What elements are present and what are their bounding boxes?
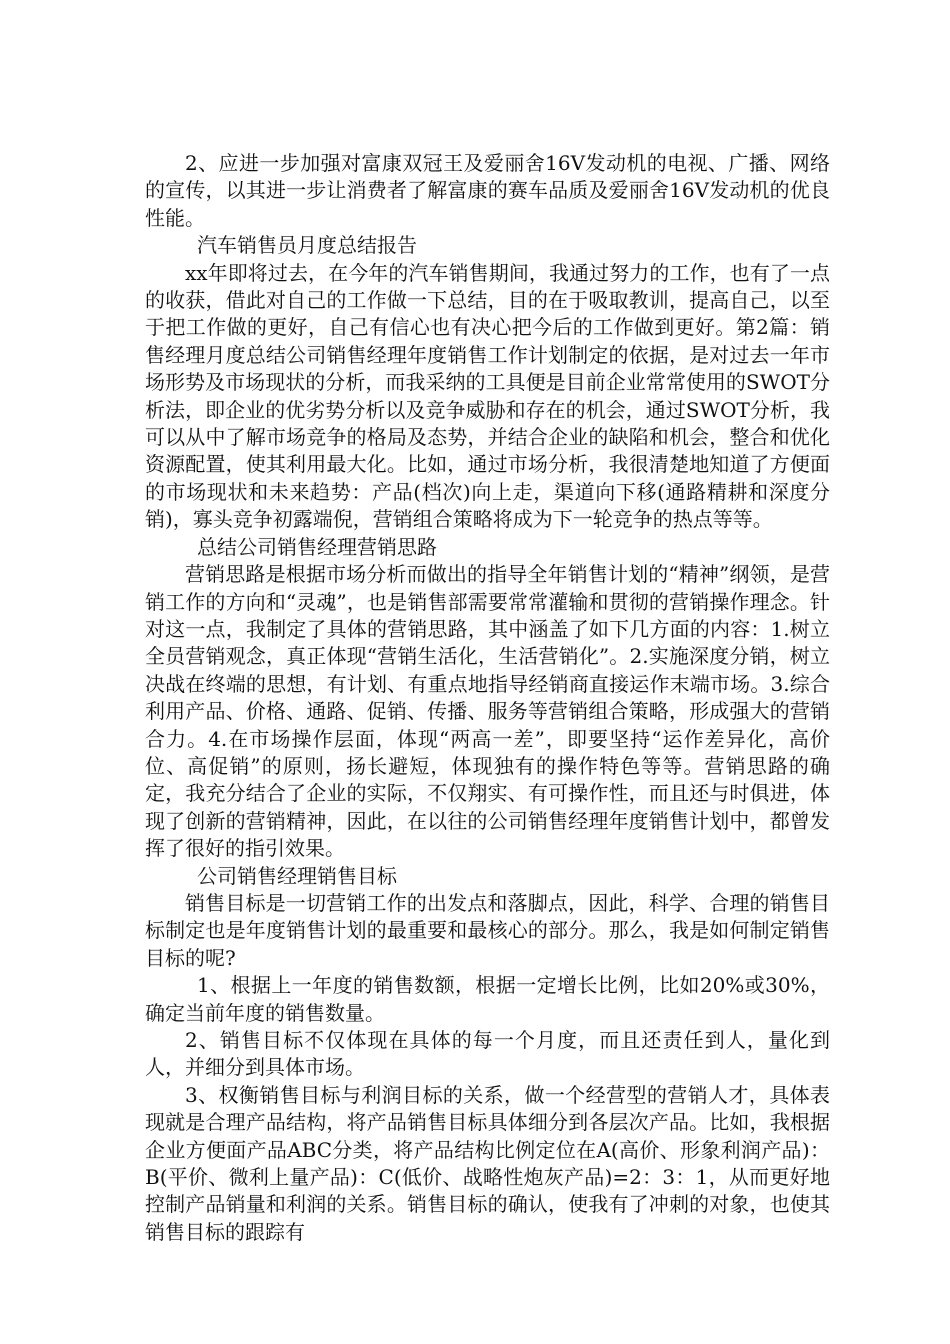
paragraph-sales-target-intro: 销售目标是一切营销工作的出发点和落脚点，因此，科学、合理的销售目标制定也是年度销售计划的最重要和最核心的部分。那么，我是如何制定销售目标的呢? <box>145 890 830 970</box>
paragraph-target-item-3: 3、权衡销售目标与利润目标的关系，做一个经营型的营销人才，具体表现就是合理产品结构，将产品销售目标具体细分到各层次产品。比如，我根据企业方便面产品ABC分类，将产品结构比例定位在A(高价、形象利润产品)：B(平价、微利上量产品)：C(低价、战略性炮灰产品)=2：3：1，从而更好地控制产品销量和利润的关系。销售目标的确认，使我有了冲刺的对象，也使其销售目标的跟踪有 <box>145 1082 830 1244</box>
heading-monthly-report: 汽车销售员月度总结报告 <box>197 233 417 258</box>
heading-sales-target: 公司销售经理销售目标 <box>197 863 397 888</box>
paragraph-target-item-2: 2、销售目标不仅体现在具体的每一个月度，而且还责任到人，量化到人，并细分到具体市场。 <box>145 1028 830 1080</box>
paragraph-year-summary: xx年即将过去，在今年的汽车销售期间，我通过努力的工作，也有了一点的收获，借此对自己的工作做一下总结，目的在于吸取教训，提高自己，以至于把工作做的更好，自己有信心也有决心把今后的工作做到更好。第2篇：销售经理月度总结公司销售经理年度销售工作计划制定的依据，是对过去一年市场形势及市场现状的分析，而我采纳的工具便是目前企业常常使用的SWOT分析法，即企业的优劣势分析以及竞争威胁和存在的机会，通过SWOT分析，我可以从中了解市场竞争的格局及态势，并结合企业的缺陷和机会，整合和优化资源配置，使其利用最大化。比如，通过市场分析，我很清楚地知道了方便面的市场现状和未来趋势：产品(档次)向上走，渠道向下移(通路精耕和深度分销)，寡头竞争初露端倪，营销组合策略将成为下一轮竞争的热点等等。 <box>145 260 830 532</box>
heading-marketing-approach: 总结公司销售经理营销思路 <box>197 534 437 559</box>
paragraph-promotion-plan: 2、应进一步加强对富康双冠王及爱丽舍16V发动机的电视、广播、网络的宣传，以其进一步让消费者了解富康的赛车品质及爱丽舍16V发动机的优良性能。 <box>145 151 830 230</box>
paragraph-marketing-approach: 营销思路是根据市场分析而做出的指导全年销售计划的“精神”纲领，是营销工作的方向和“灵魂”，也是销售部需要常常灌输和贯彻的营销操作理念。针对这一点，我制定了具体的营销思路，其中涵盖了如下几方面的内容：1.树立全员营销观念，真正体现“营销生活化，生活营销化”。2.实施深度分销，树立决战在终端的思想，有计划、有重点地指导经销商直接运作末端市场。3.综合利用产品、价格、通路、促销、传播、服务等营销组合策略，形成强大的营销合力。4.在市场操作层面，体现“两高一差”，即要坚持“运作差异化，高价位、高促销”的原则，扬长避短，体现独有的操作特色等等。营销思路的确定，我充分结合了企业的实际，不仅翔实、有可操作性，而且还与时俱进，体现了创新的营销精神，因此，在以往的公司销售经理年度销售计划中，都曾发挥了很好的指引效果。 <box>145 562 830 861</box>
paragraph-target-item-1: 1、根据上一年度的销售数额，根据一定增长比例，比如20%或30%，确定当前年度的销售数量。 <box>145 973 830 1025</box>
document-body <box>145 150 830 1246</box>
